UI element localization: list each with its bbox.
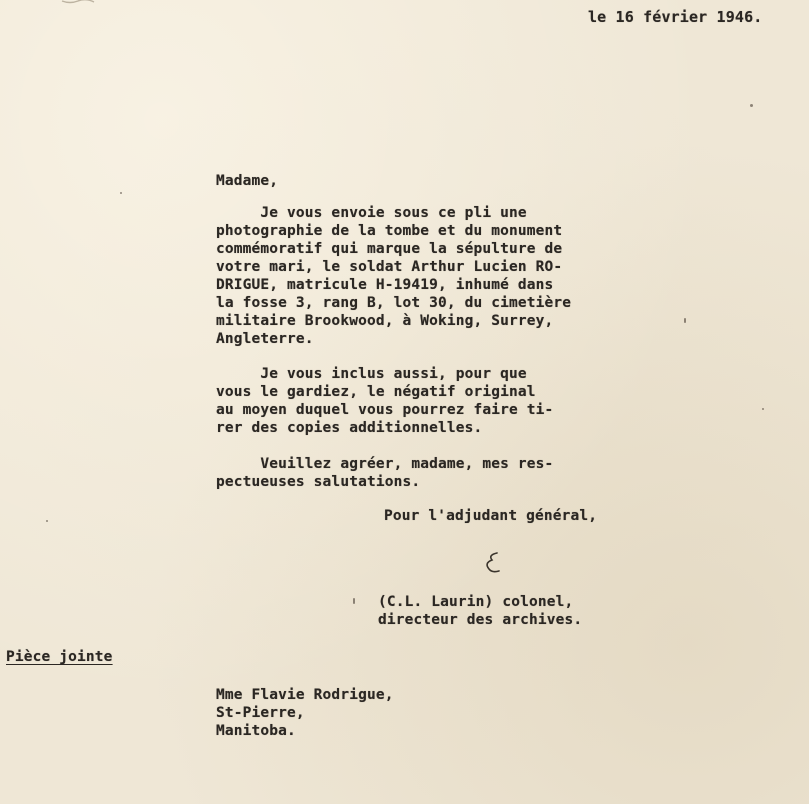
paper-speck [762, 408, 764, 410]
paper-speck [750, 104, 753, 107]
handwritten-signature [480, 550, 506, 582]
body-line: Je vous envoie sous ce pli une [216, 205, 527, 221]
body-line: pectueuses salutations. [216, 474, 421, 490]
salutation: Madame, [216, 173, 279, 189]
paper-speck [46, 520, 48, 522]
letter-date: le 16 février 1946. [588, 8, 763, 26]
signatory-title: directeur des archives. [378, 612, 583, 628]
signatory-name: (C.L. Laurin) colonel, [378, 594, 574, 610]
body-line: DRIGUE, matricule H-19419, inhumé dans [216, 277, 554, 293]
body-line: vous le gardiez, le négatif original [216, 384, 536, 400]
body-line: au moyen duquel vous pourrez faire ti- [216, 402, 554, 418]
body-paragraph-2 [216, 365, 553, 437]
body-line: Veuillez agréer, madame, mes res- [216, 456, 554, 472]
body-line: Angleterre. [216, 331, 314, 347]
closing-line: Pour l'adjudant général, [384, 508, 598, 524]
recipient-address [216, 686, 394, 740]
paper-speck [353, 598, 355, 604]
body-paragraph-3 [216, 455, 553, 491]
body-paragraph-1 [216, 204, 571, 348]
body-line: commémoratif qui marque la sépulture de [216, 241, 563, 257]
address-line: Manitoba. [216, 723, 296, 739]
body-line: la fosse 3, rang B, lot 30, du cimetière [216, 295, 572, 311]
signature-block [378, 593, 582, 629]
paper-speck [120, 192, 122, 194]
body-line: Je vous inclus aussi, pour que [216, 366, 527, 382]
paper-edge-mark [60, 0, 100, 6]
body-line: militaire Brookwood, à Woking, Surrey, [216, 313, 554, 329]
body-line: rer des copies additionnelles. [216, 420, 483, 436]
enclosure-note: Pièce jointe [6, 649, 113, 665]
address-line: St-Pierre, [216, 705, 305, 721]
body-line: votre mari, le soldat Arthur Lucien RO- [216, 259, 563, 275]
address-line: Mme Flavie Rodrigue, [216, 687, 394, 703]
body-line: photographie de la tombe et du monument [216, 223, 563, 239]
paper-speck [684, 318, 686, 323]
